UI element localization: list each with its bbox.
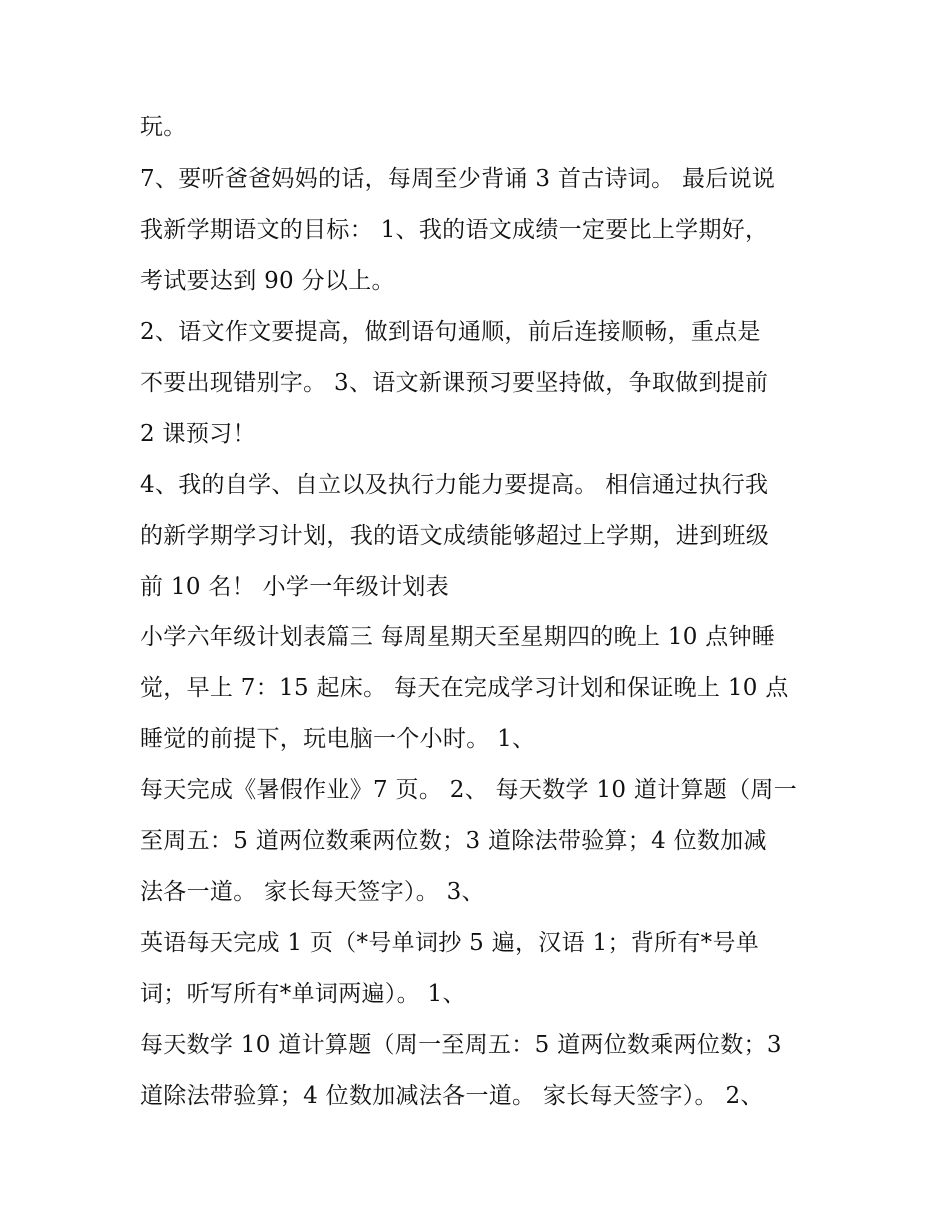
text-line: 法各一道。 家长每天签字）。 3、: [140, 879, 485, 905]
text-line: 7、要听爸爸妈妈的话，每周至少背诵 3 首古诗词。 最后说说: [140, 166, 776, 192]
text-line: 每天数学 10 道计算题（周一至周五：5 道两位数乘两位数；3: [140, 1032, 782, 1058]
text-line: 考试要达到 90 分以上。: [140, 268, 395, 294]
text-line: 道除法带验算；4 位数加减法各一道。 家长每天签字）。 2、: [140, 1083, 764, 1109]
text-line: 的新学期学习计划，我的语文成绩能够超过上学期，进到班级: [140, 523, 770, 549]
text-line: 2 课预习！: [140, 421, 256, 447]
text-line: 我新学期语文的目标： 1、我的语文成绩一定要比上学期好，: [140, 217, 769, 243]
text-line: 英语每天完成 1 页（*号单词抄 5 遍，汉语 1；背所有*号单: [140, 930, 760, 956]
text-line: 不要出现错别字。 3、语文新课预习要坚持做，争取做到提前: [140, 370, 769, 396]
text-line: 觉，早上 7：15 起床。 每天在完成学习计划和保证晚上 10 点: [140, 675, 789, 701]
text-line: 每天完成《暑假作业》7 页。 2、 每天数学 10 道计算题（周一: [140, 777, 797, 803]
text-line: 小学六年级计划表篇三 每周星期天至星期四的晚上 10 点钟睡: [140, 624, 776, 650]
text-line: 睡觉的前提下，玩电脑一个小时。 1、: [140, 726, 536, 752]
text-line: 前 10 名！ 小学一年级计划表: [140, 574, 449, 600]
text-line: 玩。: [140, 114, 187, 140]
text-line: 至周五：5 道两位数乘两位数；3 道除法带验算；4 位数加减: [140, 828, 767, 854]
text-line: 2、语文作文要提高，做到语句通顺，前后连接顺畅，重点是: [140, 319, 761, 345]
text-line: 词；听写所有*单词两遍）。 1、: [140, 981, 466, 1007]
text-line: 4、我的自学、自立以及执行力能力要提高。 相信通过执行我: [140, 472, 769, 498]
